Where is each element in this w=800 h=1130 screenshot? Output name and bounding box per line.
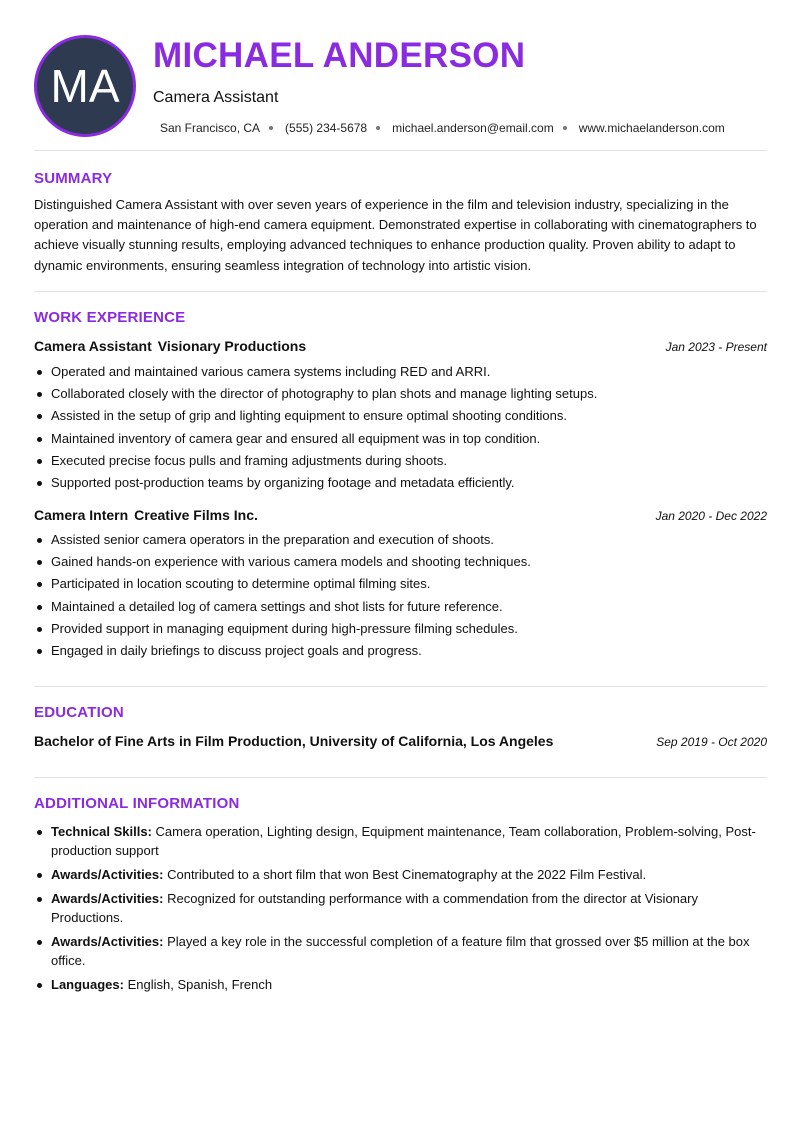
education-entry <box>34 733 767 749</box>
candidate-name: MICHAEL ANDERSON <box>153 36 526 75</box>
candidate-title: Camera Assistant <box>153 89 279 106</box>
education-dates: Sep 2019 - Oct 2020 <box>656 735 767 749</box>
list-item: Maintained inventory of camera gear and ensured all equipment was in top condition. <box>34 429 770 451</box>
job-company: Creative Films Inc. <box>134 507 258 523</box>
education-degree: Bachelor of Fine Arts in Film Production, University of California, Los Angeles <box>34 733 554 749</box>
avatar-initials: MA <box>50 60 120 112</box>
separator-dot-icon <box>269 126 273 130</box>
list-item: Assisted senior camera operators in the preparation and execution of shoots. <box>34 530 770 552</box>
education-heading: EDUCATION <box>34 704 124 721</box>
list-item: Collaborated closely with the director of photography to plan shots and manage lighting setups. <box>34 384 770 406</box>
list-item <box>34 822 770 860</box>
item-text: Camera operation, Lighting design, Equipment maintenance, Team collaboration, Problem-solving, Post-production support <box>51 824 756 858</box>
item-label: Languages: <box>51 977 124 992</box>
separator-dot-icon <box>376 126 380 130</box>
work-experience-heading: WORK EXPERIENCE <box>34 309 186 326</box>
item-label: Technical Skills: <box>51 824 152 839</box>
contact-line <box>160 121 725 135</box>
list-item: Operated and maintained various camera systems including RED and ARRI. <box>34 362 770 384</box>
job-role: Camera Assistant <box>34 338 152 354</box>
contact-phone[interactable]: (555) 234-5678 <box>285 121 368 135</box>
list-item: Assisted in the setup of grip and lighting equipment to ensure optimal shooting conditions. <box>34 406 770 428</box>
item-text: English, Spanish, French <box>127 977 273 992</box>
additional-list <box>34 822 770 999</box>
divider <box>34 150 767 151</box>
list-item: Supported post-production teams by organizing footage and metadata efficiently. <box>34 473 770 495</box>
list-item <box>34 975 770 994</box>
summary-text: Distinguished Camera Assistant with over seven years of experience in the film and television industry, specializing in the operation and maintenance of high-end camera equipment. Demonstrated expertise in collaborating with cinematographers to achieve visually stunning results, employing advanced techniques to enhance production quality. Proven ability to adapt to dynamic environments, ensuring seamless integration of technology into artistic vision. <box>34 197 757 273</box>
summary-heading: SUMMARY <box>34 170 113 187</box>
list-item <box>34 889 770 927</box>
list-item <box>34 932 770 970</box>
job-header <box>34 507 767 523</box>
item-label: Awards/Activities: <box>51 934 164 949</box>
list-item: Participated in location scouting to determine optimal filming sites. <box>34 574 770 596</box>
contact-location: San Francisco, CA <box>160 121 261 135</box>
item-text: Contributed to a short film that won Best Cinematography at the 2022 Film Festival. <box>167 867 647 882</box>
contact-email[interactable]: michael.anderson@email.com <box>392 121 554 135</box>
separator-dot-icon <box>563 126 567 130</box>
job-role: Camera Intern <box>34 507 129 523</box>
list-item: Gained hands-on experience with various camera models and shooting techniques. <box>34 552 770 574</box>
job-title <box>34 338 306 354</box>
divider <box>34 291 767 292</box>
item-label: Awards/Activities: <box>51 867 164 882</box>
list-item <box>34 865 770 884</box>
job-bullets <box>34 362 770 495</box>
list-item: Engaged in daily briefings to discuss project goals and progress. <box>34 641 770 663</box>
divider <box>34 777 767 778</box>
list-item: Executed precise focus pulls and framing adjustments during shoots. <box>34 451 770 473</box>
additional-information-heading: ADDITIONAL INFORMATION <box>34 795 240 812</box>
job-title <box>34 507 258 523</box>
job-bullets <box>34 530 770 663</box>
job-dates: Jan 2023 - Present <box>665 340 767 354</box>
item-label: Awards/Activities: <box>51 891 164 906</box>
list-item: Provided support in managing equipment during high-pressure filming schedules. <box>34 619 770 641</box>
job-company: Visionary Productions <box>157 338 307 354</box>
item-text: Played a key role in the successful completion of a feature film that grossed over $5 million at the box office. <box>51 934 750 968</box>
item-text: Recognized for outstanding performance with a commendation from the director at Visionary Productions. <box>51 891 698 925</box>
contact-website[interactable]: www.michaelanderson.com <box>578 121 725 135</box>
avatar <box>34 35 136 137</box>
divider <box>34 686 767 687</box>
job-header <box>34 338 767 354</box>
list-item: Maintained a detailed log of camera settings and shot lists for future reference. <box>34 597 770 619</box>
job-dates: Jan 2020 - Dec 2022 <box>655 509 767 523</box>
